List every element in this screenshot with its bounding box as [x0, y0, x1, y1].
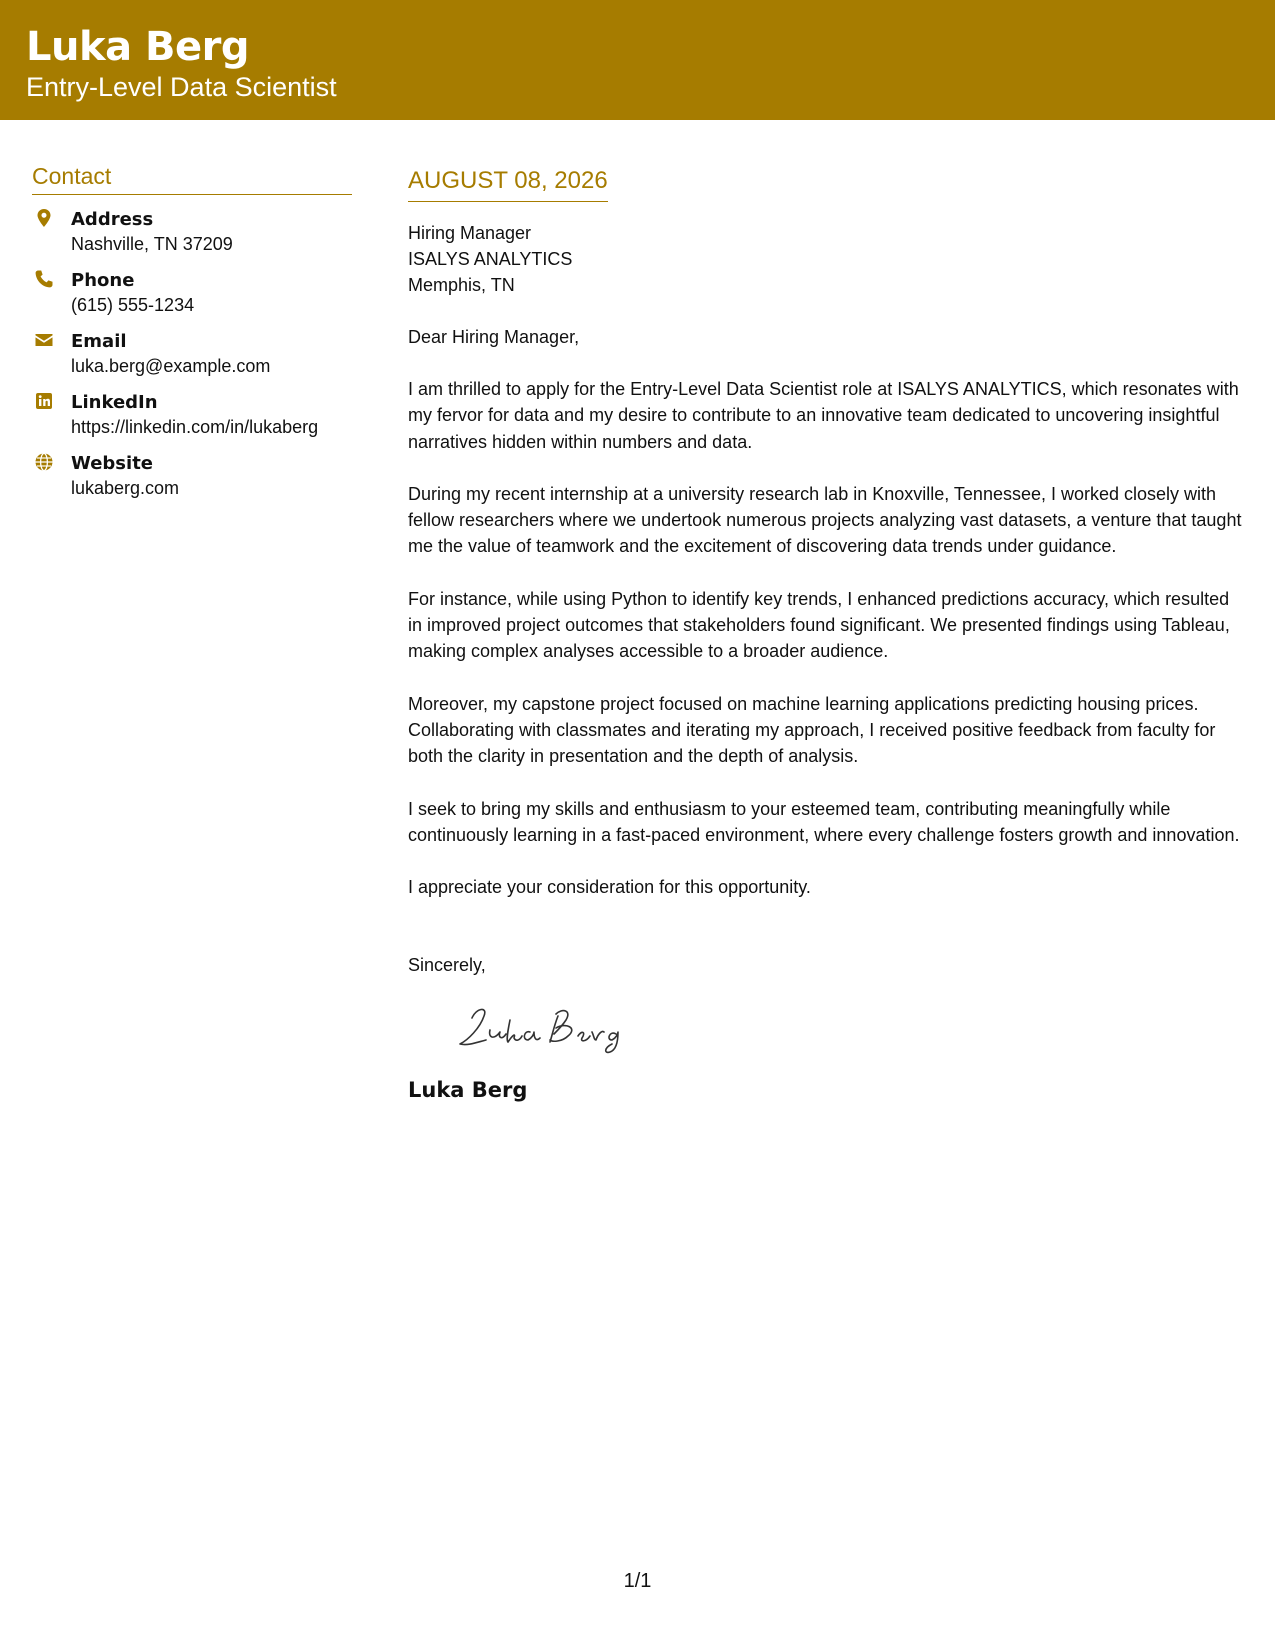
phone-icon [34, 269, 54, 289]
letter-body [408, 167, 1248, 1102]
body-paragraph: I seek to bring my skills and enthusiasm to your esteemed team, contributing meaningfully while continuously learning in a fast-paced environment, where every challenge fosters growth and innovation. [408, 798, 1240, 845]
applicant-name: Luka Berg [26, 24, 249, 70]
body-paragraph: During my recent internship at a university research lab in Knoxville, Tennessee, I worked closely with fellow researchers where we undertook numerous projects analyzing vast datasets, a venture that taught me the value of teamwork and the excitement of discovering data trends under guidance. [408, 483, 1242, 557]
body-paragraph: Moreover, my capstone project focused on machine learning applications predicting housing prices. Collaborating with classmates and iterating my approach, I received positive feedback from faculty for both the clarity in presentation and the depth of analysis. [408, 693, 1216, 767]
contact-sidebar [32, 163, 352, 500]
greeting: Dear Hiring Manager, [408, 327, 580, 347]
contact-email [32, 330, 352, 378]
contact-label: Website [71, 453, 154, 474]
envelope-icon [34, 330, 54, 350]
closing: Sincerely, [408, 955, 486, 976]
contact-value: luka.berg@example.com [71, 356, 271, 376]
recipient-line: ISALYS ANALYTICS [408, 249, 573, 269]
globe-icon [34, 452, 54, 472]
recipient-block [408, 220, 1248, 298]
contact-value: https://linkedin.com/in/lukaberg [71, 417, 319, 437]
page-number: 1/1 [623, 1570, 652, 1592]
contact-label: Email [71, 331, 127, 352]
contact-value: lukaberg.com [71, 478, 180, 498]
contact-label: Phone [71, 270, 135, 291]
contact-value: Nashville, TN 37209 [71, 234, 233, 254]
contact-address [32, 208, 352, 256]
contact-heading: Contact [32, 163, 352, 195]
contact-label: LinkedIn [71, 392, 158, 413]
contact-linkedin [32, 391, 352, 439]
body-paragraph: I am thrilled to apply for the Entry-Level Data Scientist role at ISALYS ANALYTICS, which resonates with my fervor for data and my desire to contribute to an innovative team dedicated to uncovering insightful narratives hidden within numbers and data. [408, 379, 1239, 452]
recipient-line: Hiring Manager [408, 223, 532, 243]
body-paragraph: I appreciate your consideration for this opportunity. [408, 877, 811, 898]
applicant-role: Entry-Level Data Scientist [26, 72, 337, 102]
body-paragraph: For instance, while using Python to identify key trends, I enhanced predictions accuracy, which resulted in improved project outcomes that stakeholders found significant. We presented findings using Tableau, making complex analyses accessible to a broader audience. [408, 588, 1230, 662]
linkedin-icon [34, 391, 54, 411]
header-banner [0, 0, 1275, 120]
handwritten-signature [454, 1000, 634, 1056]
contact-label: Address [71, 209, 154, 230]
recipient-line: Memphis, TN [408, 275, 515, 295]
contact-phone [32, 269, 352, 317]
contact-value: (615) 555-1234 [71, 295, 195, 315]
contact-website [32, 452, 352, 500]
letter-date: AUGUST 08, 2026 [408, 167, 608, 202]
location-pin-icon [34, 208, 54, 228]
signer-name: Luka Berg [408, 1078, 528, 1103]
